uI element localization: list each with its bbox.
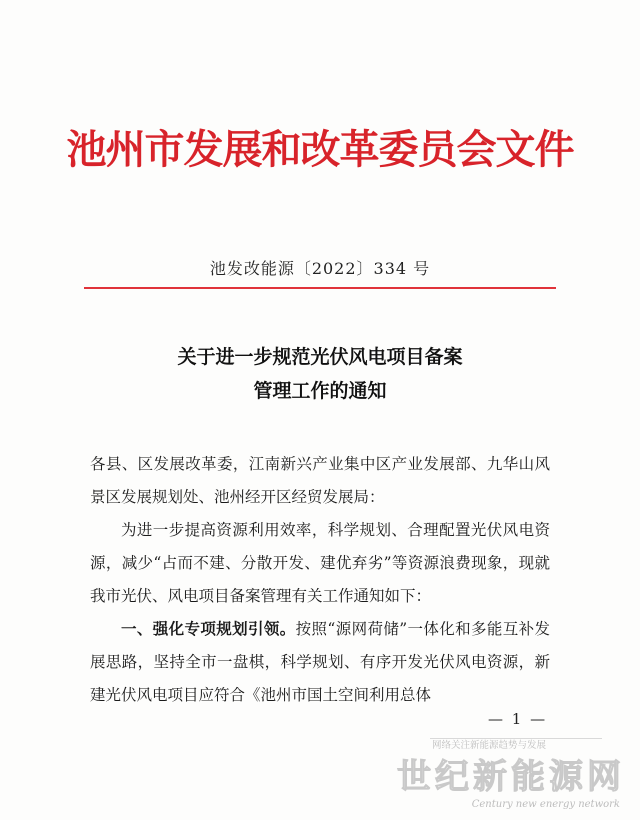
addressees-paragraph: 各县、区发展改革委，江南新兴产业集中区产业发展部、九华山风景区发展规划处、池州经开区经贸发展局： [90,455,550,506]
page-number: — 1 — [488,710,548,728]
intro-paragraph: 为进一步提高资源利用效率，科学规划、合理配置光伏风电资源，减少“占而不建、分散开发、建优弃劣”等资源浪费现象，现就我市光伏、风电项目备案管理有关工作通知如下： [90,521,550,605]
document-body [90,448,550,712]
watermark-logo: 世纪新能源网 [397,757,625,797]
watermark-caption: 网络关注新能源趋势与发展 [430,738,602,753]
section-1-heading: 一、强化专项规划引领。 [121,620,296,638]
title-line-2: 管理工作的通知 [253,380,387,402]
section-1-text: 按照“源网荷储”一体化和多能互补发展思路，坚持全市一盘棋，科学规划、有序开发光伏风电资源，新建光伏风电项目应符合《池州市国土空间利用总体 [90,620,550,704]
section-1-paragraph [90,613,550,712]
red-separator-line [84,287,556,289]
title-line-1: 关于进一步规范光伏风电项目备案 [177,346,463,368]
issuer-header: 池州市发展和改革委员会文件 [66,127,574,173]
document-number: 池发改能源〔2022〕334 号 [209,259,431,278]
watermark-subtitle: Century new energy network [471,799,620,810]
document-title [0,340,640,408]
